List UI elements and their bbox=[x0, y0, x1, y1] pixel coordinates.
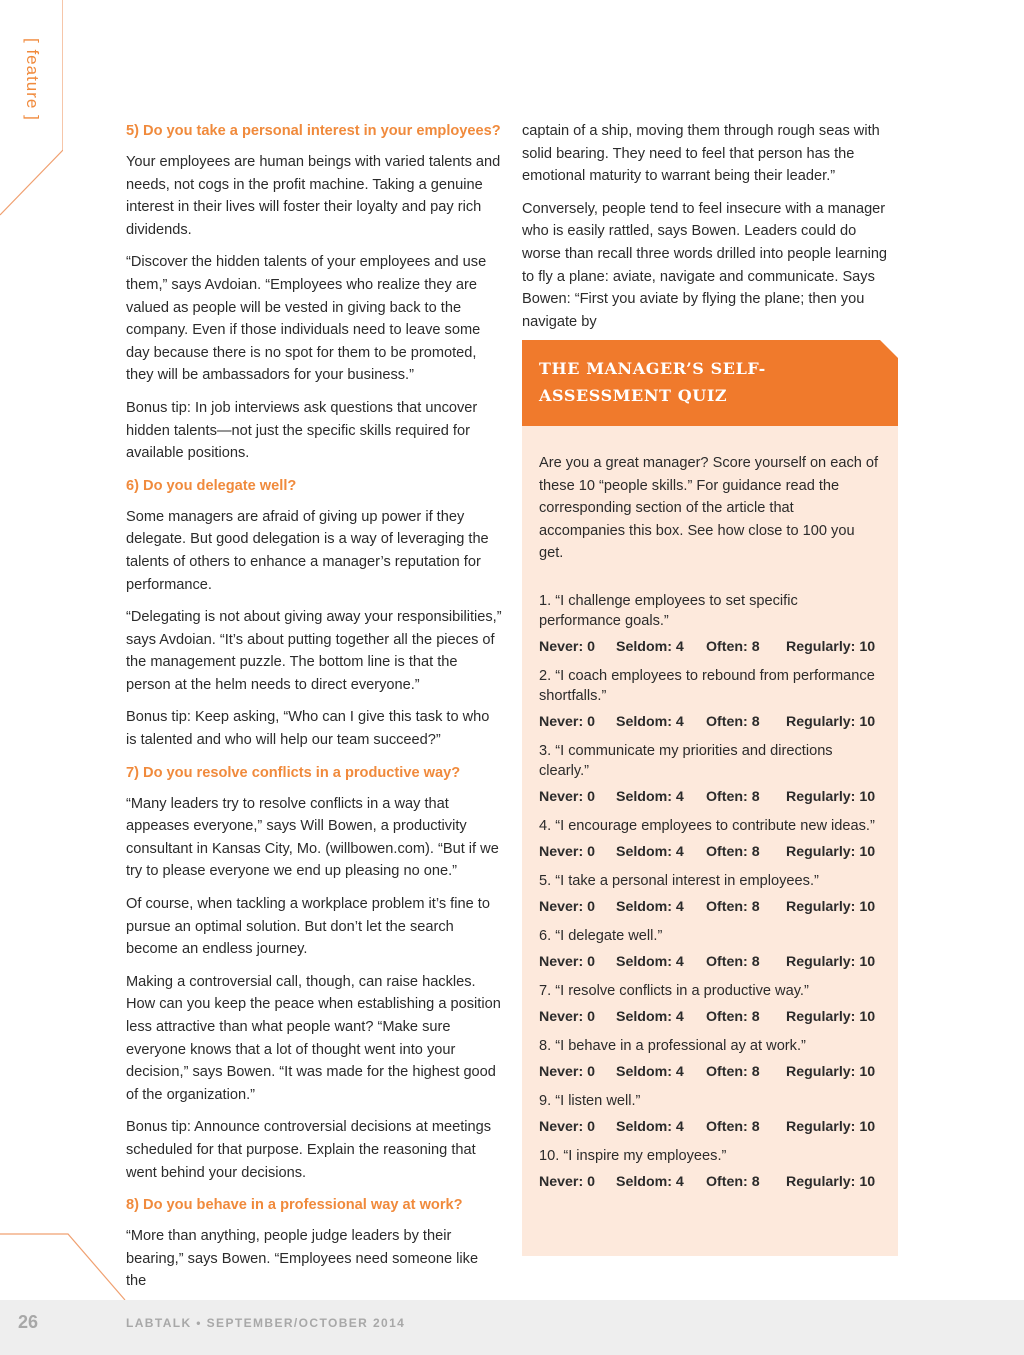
quiz-question: 5. “I take a personal interest in employees.” bbox=[539, 872, 819, 889]
score-option: Seldom: 4 bbox=[616, 638, 684, 655]
score-option: Never: 0 bbox=[539, 1063, 595, 1080]
score-option: Regularly: 10 bbox=[786, 638, 876, 655]
score-option: Often: 8 bbox=[706, 1173, 760, 1190]
score-option: Never: 0 bbox=[539, 788, 595, 805]
quiz-list bbox=[539, 591, 880, 1190]
score-options bbox=[539, 954, 880, 970]
score-option: Regularly: 10 bbox=[786, 713, 876, 730]
paragraph: Of course, when tackling a workplace problem it’s fine to pursue an optimal solution. But don’t let the search become an endless journey. bbox=[126, 896, 490, 958]
score-options bbox=[539, 844, 880, 860]
score-options bbox=[539, 714, 880, 730]
paragraph: Some managers are afraid of giving up power if they delegate. But good delegation is a way of leveraging the talents of others to enhance a manager’s reputation for performance. bbox=[126, 508, 489, 593]
score-options bbox=[539, 1174, 880, 1190]
score-option: Never: 0 bbox=[539, 1118, 595, 1135]
score-option: Seldom: 4 bbox=[616, 953, 684, 970]
score-option: Often: 8 bbox=[706, 638, 760, 655]
score-option: Often: 8 bbox=[706, 1118, 760, 1135]
score-option: Seldom: 4 bbox=[616, 1173, 684, 1190]
score-option: Often: 8 bbox=[706, 898, 760, 915]
score-option: Seldom: 4 bbox=[616, 898, 684, 915]
quiz-question: 6. “I delegate well.” bbox=[539, 927, 663, 944]
quiz-title: THE MANAGER’S SELF-ASSESSMENT QUIZ bbox=[522, 340, 898, 426]
score-option: Often: 8 bbox=[706, 713, 760, 730]
score-option: Never: 0 bbox=[539, 713, 595, 730]
score-options bbox=[539, 639, 880, 655]
section-heading: 7) Do you resolve conflicts in a productive way? bbox=[126, 764, 461, 781]
quiz-question: 10. “I inspire my employees.” bbox=[539, 1147, 727, 1164]
paragraph: “Many leaders try to resolve conflicts in a way that appeases everyone,” says Will Bowen, a productivity consultant in Kansas City, Mo. (willbowen.com). “But if we try to please everyone we end up pleasing no one.” bbox=[126, 795, 499, 880]
score-option: Regularly: 10 bbox=[786, 1008, 876, 1025]
score-option: Regularly: 10 bbox=[786, 788, 876, 805]
paragraph: Your employees are human beings with varied talents and needs, not cogs in the profit machine. Taking a genuine interest in their lives will foster their loyalty and pay rich dividends. bbox=[126, 154, 501, 238]
score-option: Never: 0 bbox=[539, 898, 595, 915]
score-option: Regularly: 10 bbox=[786, 843, 876, 860]
quiz-question: 1. “I challenge employees to set specific performance goals.” bbox=[539, 592, 798, 629]
score-option: Seldom: 4 bbox=[616, 1118, 684, 1135]
quiz-question: 9. “I listen well.” bbox=[539, 1092, 641, 1109]
self-assessment-quiz-box bbox=[522, 340, 898, 1256]
score-option: Never: 0 bbox=[539, 1008, 595, 1025]
section-heading: 5) Do you take a personal interest in your employees? bbox=[126, 123, 501, 139]
score-options bbox=[539, 789, 880, 805]
score-options bbox=[539, 1119, 880, 1135]
score-option: Never: 0 bbox=[539, 1173, 595, 1190]
score-option: Regularly: 10 bbox=[786, 1118, 876, 1135]
score-option: Often: 8 bbox=[706, 1008, 760, 1025]
paragraph: Making a controversial call, though, can raise hackles. How can you keep the peace when establishing a position less attractive than what people want? “Make sure everyone knows that a lot of thought went into your decision,” says Bowen. “It was made for the highest good of the organization.” bbox=[126, 973, 501, 1103]
page-corner-decoration bbox=[0, 0, 63, 1300]
paragraph: “Discover the hidden talents of your employees and use them,” says Avdoian. “Employees who realize they are valued as people will be vested in giving back to the company. Even if those individuals need to leave some day because there is no spot for them to be promoted, they will be ambassadors for your business.” bbox=[126, 254, 487, 384]
quiz-question: 4. “I encourage employees to contribute new ideas.” bbox=[539, 817, 875, 834]
score-option: Regularly: 10 bbox=[786, 953, 876, 970]
score-option: Seldom: 4 bbox=[616, 788, 684, 805]
paragraph: Bonus tip: Keep asking, “Who can I give this task to who is talented and who will help our team succeed?” bbox=[126, 709, 490, 749]
footer-corner-decoration bbox=[0, 1232, 130, 1302]
quiz-question: 2. “I coach employees to rebound from performance shortfalls.” bbox=[539, 667, 875, 704]
paragraph: “More than anything, people judge leaders by their bearing,” says Bowen. “Employees need someone like the bbox=[126, 1228, 479, 1290]
score-option: Regularly: 10 bbox=[786, 898, 876, 915]
score-option: Seldom: 4 bbox=[616, 843, 684, 860]
paragraph: Bonus tip: In job interviews ask questions that uncover hidden talents—not just the specific skills required for available positions. bbox=[126, 399, 478, 462]
section-heading: 6) Do you delegate well? bbox=[126, 477, 297, 494]
score-options bbox=[539, 1009, 880, 1025]
section-heading: 8) Do you behave in a professional way at work? bbox=[126, 1197, 463, 1214]
article-left-column bbox=[126, 120, 502, 1303]
score-option: Seldom: 4 bbox=[616, 1008, 684, 1025]
score-option: Never: 0 bbox=[539, 843, 595, 860]
page-number: 26 bbox=[18, 1312, 39, 1332]
score-option: Seldom: 4 bbox=[616, 1063, 684, 1080]
quiz-question: 8. “I behave in a professional ay at work.” bbox=[539, 1037, 806, 1054]
publication-line: LABTALK • SEPTEMBER/OCTOBER 2014 bbox=[126, 1316, 406, 1330]
score-option: Often: 8 bbox=[706, 953, 760, 970]
score-option: Seldom: 4 bbox=[616, 713, 684, 730]
score-option: Regularly: 10 bbox=[786, 1063, 876, 1080]
section-tag: [ feature ] bbox=[23, 38, 42, 121]
score-option: Often: 8 bbox=[706, 788, 760, 805]
quiz-question: 3. “I communicate my priorities and directions clearly.” bbox=[539, 742, 833, 779]
score-option: Regularly: 10 bbox=[786, 1173, 876, 1190]
score-option: Often: 8 bbox=[706, 1063, 760, 1080]
score-option: Never: 0 bbox=[539, 638, 595, 655]
score-option: Often: 8 bbox=[706, 843, 760, 860]
paragraph: captain of a ship, moving them through rough seas with solid bearing. They need to feel that person has the emotional maturity to warrant being their leader.” bbox=[522, 123, 880, 185]
article-right-column bbox=[522, 120, 898, 343]
paragraph: Bonus tip: Announce controversial decisions at meetings scheduled for that purpose. Explain the reasoning that went behind your decisions. bbox=[126, 1119, 492, 1181]
paragraph: “Delegating is not about giving away your responsibilities,” says Avdoian. “It’s about putting together all the pieces of the management puzzle. The bottom line is that the person at the helm needs to direct everyone.” bbox=[126, 609, 502, 693]
quiz-intro: Are you a great manager? Score yourself on each of these 10 “people skills.” For guidance read the corresponding section of the article that accompanies this box. See how close to 100 you get. bbox=[539, 455, 879, 562]
paragraph: Conversely, people tend to feel insecure with a manager who is easily rattled, says Bowen. Leaders could do worse than recall three words drilled into people learning to fly a plane: aviate, navigate and communicate. Says Bowen: “First you aviate by flying the plane; then you navigate by bbox=[522, 200, 888, 330]
score-option: Never: 0 bbox=[539, 953, 595, 970]
score-options bbox=[539, 1064, 880, 1080]
quiz-question: 7. “I resolve conflicts in a productive way.” bbox=[539, 982, 809, 999]
score-options bbox=[539, 899, 880, 915]
